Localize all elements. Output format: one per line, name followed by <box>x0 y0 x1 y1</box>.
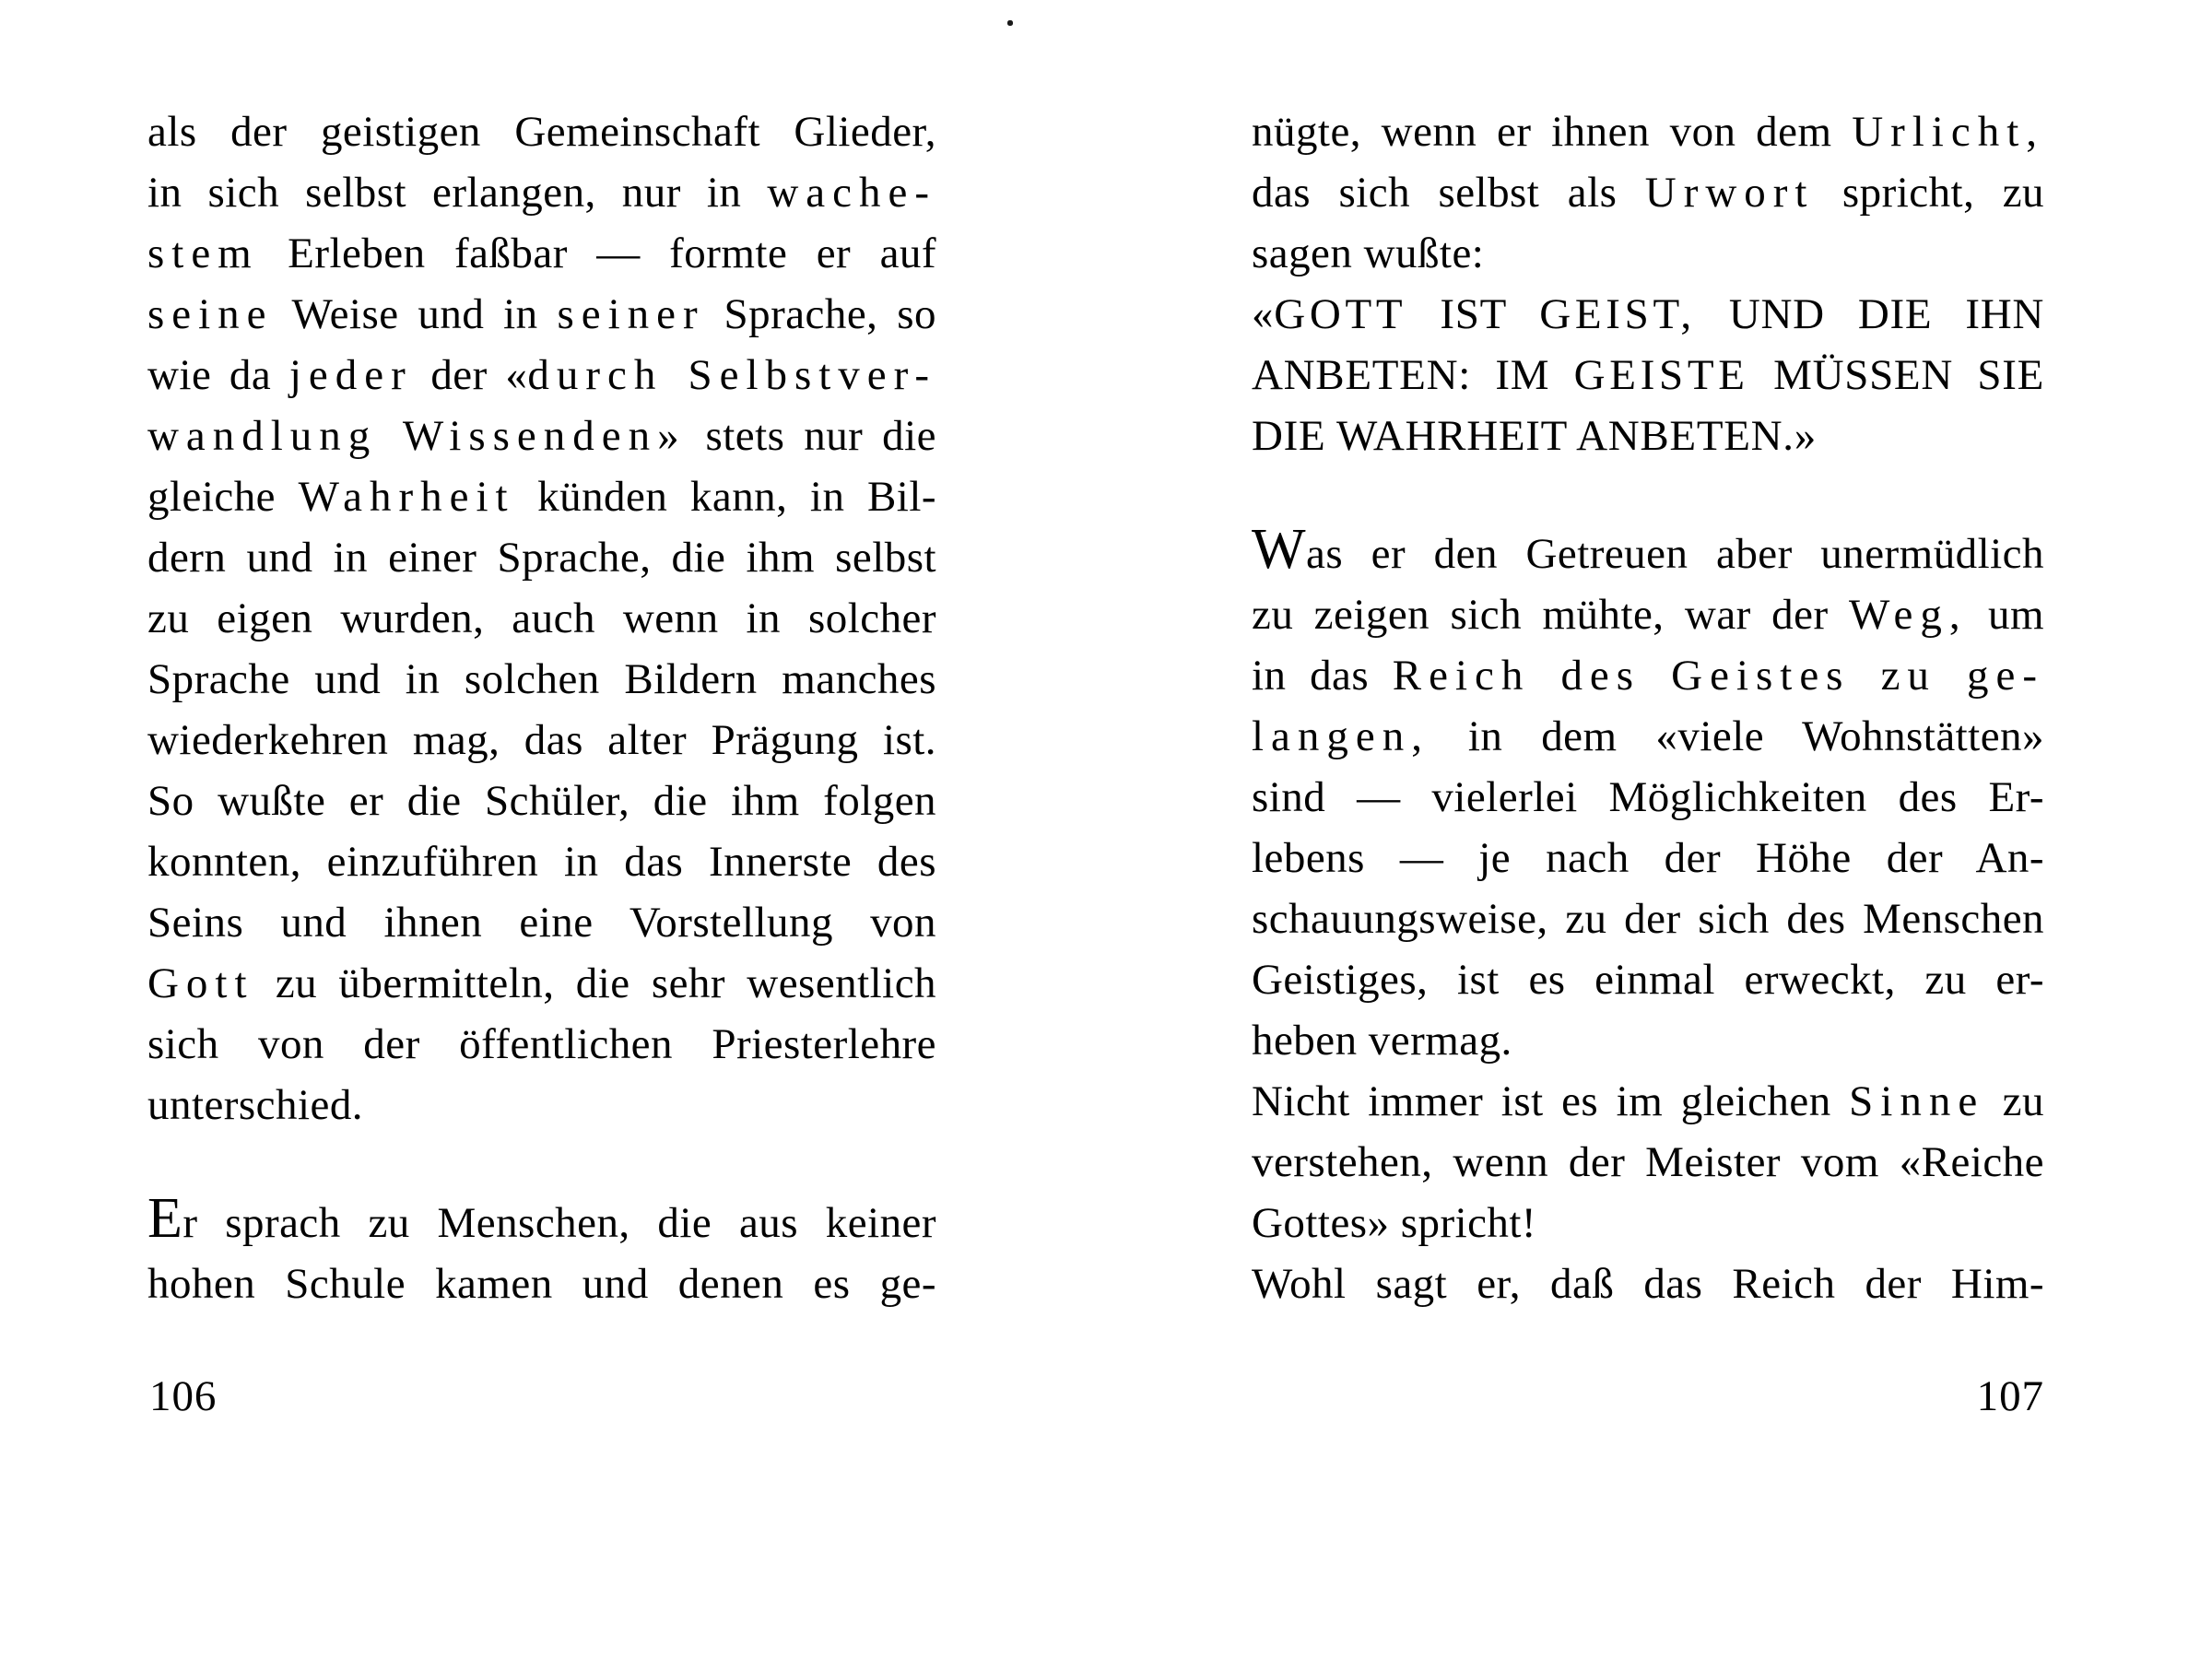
letterspaced-text: seine <box>147 290 274 338</box>
text-segment: Nicht immer ist es im gleichen <box>1252 1077 1850 1125</box>
text-segment: zu <box>1984 1077 2044 1125</box>
text-segment: verstehen, wenn der Meister vom «Reiche <box>1252 1138 2044 1186</box>
text-line <box>1252 828 2044 888</box>
letterspaced-text: stem <box>147 229 259 277</box>
text-line <box>147 345 936 406</box>
text-segment: als der geistigen Gemeinschaft Glieder, <box>147 108 936 156</box>
letterspaced-text: durch Selbstver- <box>527 351 936 399</box>
text-segment: MÜSSEN SIE <box>1748 351 2044 399</box>
letterspaced-text: Wahrheit <box>298 473 515 521</box>
text-segment: in das <box>1252 652 1393 700</box>
letterspaced-text: wandlung Wissenden» <box>147 412 687 460</box>
text-segment: r sprach zu Menschen, die aus keiner <box>182 1199 936 1247</box>
text-segment: der « <box>412 351 528 399</box>
text-line <box>1252 767 2044 828</box>
initial-capital: W <box>1252 518 1307 581</box>
text-line <box>1252 284 2044 345</box>
text-block <box>147 101 936 1314</box>
text-segment: schauungsweise, zu der sich des Menschen <box>1252 895 2044 943</box>
text-segment: hohen Schule kamen und denen es ge- <box>147 1260 936 1308</box>
text-line <box>147 101 936 162</box>
letterspaced-text: Urlicht, <box>1852 108 2044 156</box>
text-line <box>1252 406 2044 466</box>
text-line <box>147 771 936 831</box>
text-line <box>1252 888 2044 949</box>
text-segment: Sprache, so <box>704 290 936 338</box>
text-line <box>1252 1132 2044 1193</box>
page-left <box>147 0 936 1659</box>
letterspaced-text: Gott <box>147 959 254 1007</box>
text-segment: ANBETEN: IM <box>1252 351 1574 399</box>
letterspaced-text: GEIST, <box>1539 290 1696 338</box>
text-line <box>1252 518 2044 584</box>
text-segment: as er den Getreuen aber unermüdlich <box>1306 530 2044 578</box>
text-line <box>1252 1193 2044 1253</box>
text-segment: dern und in einer Sprache, die ihm selbst <box>147 534 936 582</box>
text-line <box>147 1253 936 1314</box>
letterspaced-text: wache- <box>767 169 936 217</box>
text-segment: wie da <box>147 351 289 399</box>
text-segment: Seins und ihnen eine Vorstellung von <box>147 899 936 947</box>
scan-speck <box>1007 20 1013 26</box>
blank-line <box>147 1135 936 1193</box>
text-line <box>147 649 936 710</box>
text-line <box>147 710 936 771</box>
letterspaced-text: GOTT <box>1274 290 1407 338</box>
text-segment: sind — vielerlei Möglichkeiten des Er- <box>1252 773 2044 821</box>
text-line <box>1252 1071 2044 1132</box>
text-line <box>1252 949 2044 1010</box>
text-segment: konnten, einzuführen in das Innerste des <box>147 838 936 886</box>
text-line <box>1252 1253 2044 1314</box>
text-segment: gleiche <box>147 473 299 521</box>
letterspaced-text: seiner <box>557 290 705 338</box>
text-segment: Wohl sagt er, daß das Reich der Him- <box>1252 1260 2044 1308</box>
text-segment: « <box>1252 290 1275 338</box>
text-line <box>147 527 936 588</box>
text-line <box>1252 1010 2044 1071</box>
text-segment: IST <box>1406 290 1540 338</box>
letterspaced-text: Weg, <box>1848 591 1968 639</box>
text-segment: wiederkehren mag, das alter Prägung ist. <box>147 716 936 764</box>
text-segment: UND DIE IHN <box>1695 290 2044 338</box>
letterspaced-text: Sinne <box>1849 1077 1985 1125</box>
text-line <box>147 1075 936 1135</box>
initial-capital: E <box>147 1187 183 1250</box>
text-line <box>147 1014 936 1075</box>
text-segment: zu übermitteln, die sehr wesentlich <box>253 959 936 1007</box>
text-line <box>1252 584 2044 645</box>
text-line <box>1252 101 2044 162</box>
text-segment: sagen wußte: <box>1252 229 1485 277</box>
text-line <box>147 588 936 649</box>
text-line <box>147 466 936 527</box>
text-line <box>1252 345 2044 406</box>
text-segment: um <box>1967 591 2044 639</box>
text-line <box>147 223 936 284</box>
text-segment: nügte, wenn er ihnen von dem <box>1252 108 1853 156</box>
page-number-left: 106 <box>149 1372 218 1420</box>
page-right <box>1252 0 2044 1659</box>
text-segment: So wußte er die Schüler, die ihm folgen <box>147 777 936 825</box>
text-segment: zu eigen wurden, auch wenn in solcher <box>147 594 936 642</box>
text-segment: künden kann, in Bil- <box>514 473 936 521</box>
text-segment: sich von der öffentlichen Priesterlehre <box>147 1020 936 1068</box>
text-segment: Geistiges, ist es einmal erweckt, zu er- <box>1252 956 2044 1004</box>
text-line <box>147 831 936 892</box>
text-segment: stets nur die <box>686 412 936 460</box>
text-line <box>147 953 936 1014</box>
text-segment: das sich selbst als <box>1252 169 1645 217</box>
text-segment: spricht, zu <box>1814 169 2045 217</box>
text-segment: zu zeigen sich mühte, war der <box>1252 591 1849 639</box>
text-segment: Gottes» spricht! <box>1252 1199 1537 1247</box>
letterspaced-text: GEISTE <box>1573 351 1749 399</box>
letterspaced-text: Urwort <box>1644 169 1815 217</box>
text-segment: in dem «viele Wohnstätten» <box>1429 712 2044 760</box>
letterspaced-text: langen, <box>1252 712 1430 760</box>
text-segment: DIE WAHRHEIT ANBETEN.» <box>1252 412 1817 460</box>
text-segment: Erleben faßbar — formte er auf <box>258 229 936 277</box>
text-line <box>147 1187 936 1253</box>
text-line <box>1252 223 2044 284</box>
text-line <box>147 892 936 953</box>
blank-line <box>1252 466 2044 524</box>
text-line <box>147 162 936 223</box>
text-line <box>147 406 936 466</box>
text-segment: heben vermag. <box>1252 1017 1512 1065</box>
page-number-right: 107 <box>1976 1372 2044 1420</box>
text-segment: lebens — je nach der Höhe der An- <box>1252 834 2044 882</box>
letterspaced-text: jeder <box>288 351 413 399</box>
text-line <box>1252 706 2044 767</box>
text-line <box>1252 645 2044 706</box>
text-block <box>1252 101 2044 1314</box>
text-segment: unterschied. <box>147 1081 364 1129</box>
letterspaced-text: Reich des Geistes zu ge- <box>1392 652 2045 700</box>
text-segment: in sich selbst erlangen, nur in <box>147 169 768 217</box>
text-line <box>147 284 936 345</box>
text-segment: Weise und in <box>273 290 558 338</box>
text-line <box>1252 162 2044 223</box>
text-segment: Sprache und in solchen Bildern manches <box>147 655 936 703</box>
